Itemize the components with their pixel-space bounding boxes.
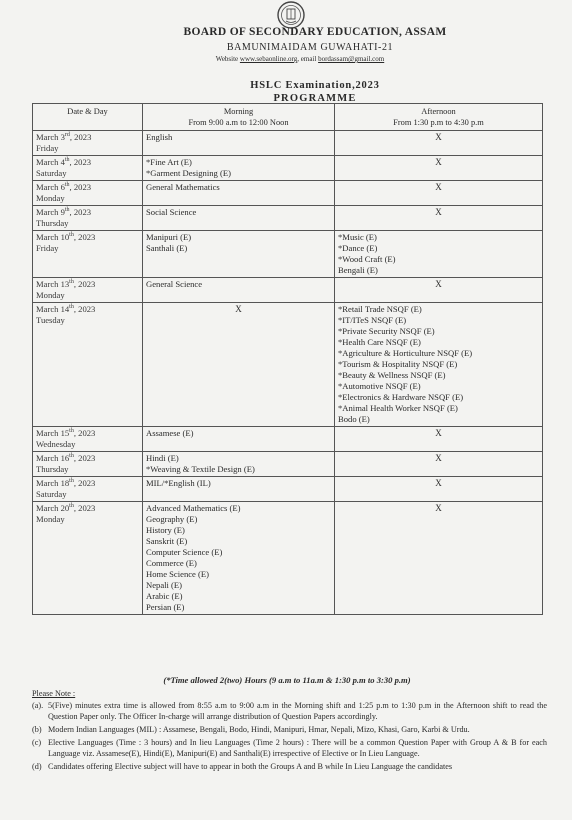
subject-item: Arabic (E) bbox=[146, 591, 183, 601]
note-text: Elective Languages (Time : 3 hours) and In lieu Languages (Time 2 hours) : There will be a common Question Paper with Group A & B for each Language viz. Assamese(E), Hindi(E), Manipuri(E) and Santhali(E) irrespective of Elective or In Lieu Language. bbox=[48, 738, 547, 758]
subject-item: *Weaving & Textile Design (E) bbox=[146, 464, 255, 474]
notes-list bbox=[32, 700, 547, 772]
table-header-row bbox=[33, 104, 543, 131]
no-exam-cross: X bbox=[435, 478, 442, 488]
note-text: Modern Indian Languages (MIL) : Assamese, Bengali, Bodo, Hindi, Manipuri, Hmar, Nepali, Mizo, Khasi, Garo, Karbi & Urdu. bbox=[48, 725, 470, 734]
date-cell bbox=[33, 156, 143, 181]
subject-item: MIL/*English (IL) bbox=[146, 478, 211, 488]
note-label: (b) bbox=[32, 725, 42, 734]
date-text: March 18th, 2023 bbox=[36, 478, 96, 488]
day-text: Monday bbox=[36, 514, 65, 524]
time-allowed-note: (*Time allowed 2(two) Hours (9 a.m to 11a.m & 1:30 p.m to 3:30 p.m) bbox=[163, 675, 411, 685]
subject-item: Assamese (E) bbox=[146, 428, 194, 438]
subject-item: *Garment Designing (E) bbox=[146, 168, 231, 178]
note-text: 5(Five) minutes extra time is allowed from 8:55 a.m to 9:00 a.m in the Morning shift and 1:25 p.m to 1:30 p.m in the Afternoon shift to read the Question Paper only. The Officer In-charge will arrange distribution of Question Papers accordingly. bbox=[48, 701, 547, 721]
date-cell bbox=[33, 206, 143, 231]
date-cell bbox=[33, 477, 143, 502]
afternoon-cell bbox=[335, 278, 543, 303]
date-text: March 9th, 2023 bbox=[36, 207, 92, 217]
no-exam-cross: X bbox=[435, 503, 442, 513]
morning-cell bbox=[143, 231, 335, 278]
morning-cell bbox=[143, 181, 335, 206]
subject-item: Persian (E) bbox=[146, 602, 185, 612]
afternoon-cell bbox=[335, 452, 543, 477]
subject-item: *Animal Health Worker NSQF (E) bbox=[338, 403, 458, 413]
subject-item: History (E) bbox=[146, 525, 185, 535]
day-text: Thursday bbox=[36, 218, 69, 228]
no-exam-cross: X bbox=[435, 157, 442, 167]
date-text: March 10th, 2023 bbox=[36, 232, 96, 242]
table-row bbox=[33, 131, 543, 156]
note-item bbox=[32, 737, 547, 759]
note-label: (a). bbox=[32, 701, 44, 710]
col-afternoon-header bbox=[335, 104, 543, 131]
table-row bbox=[33, 181, 543, 206]
subject-item: General Science bbox=[146, 279, 203, 289]
afternoon-cell bbox=[335, 231, 543, 278]
no-exam-cross: X bbox=[435, 453, 442, 463]
table-row bbox=[33, 452, 543, 477]
morning-cell bbox=[143, 303, 335, 427]
table-row bbox=[33, 427, 543, 452]
subject-item: Hindi (E) bbox=[146, 453, 179, 463]
subject-item: *Retail Trade NSQF (E) bbox=[338, 304, 422, 314]
date-text: March 13th, 2023 bbox=[36, 279, 96, 289]
subject-item: Manipuri (E) bbox=[146, 232, 192, 242]
date-text: March 14th, 2023 bbox=[36, 304, 96, 314]
subject-item: Commerce (E) bbox=[146, 558, 197, 568]
day-text: Thursday bbox=[36, 464, 69, 474]
note-item bbox=[32, 761, 547, 772]
notes-section bbox=[32, 688, 547, 774]
subject-item: Bengali (E) bbox=[338, 265, 378, 275]
subject-item: *Automotive NSQF (E) bbox=[338, 381, 421, 391]
day-text: Tuesday bbox=[36, 315, 65, 325]
subject-item: *Health Care NSQF (E) bbox=[338, 337, 421, 347]
table-row bbox=[33, 477, 543, 502]
programme-title: PROGRAMME bbox=[273, 93, 357, 104]
date-cell bbox=[33, 303, 143, 427]
day-text: Monday bbox=[36, 290, 65, 300]
subject-item: *Wood Craft (E) bbox=[338, 254, 396, 264]
no-exam-cross: X bbox=[435, 279, 442, 289]
subject-item: Sanskrit (E) bbox=[146, 536, 188, 546]
no-exam-cross: X bbox=[435, 207, 442, 217]
date-cell bbox=[33, 502, 143, 615]
table-row bbox=[33, 206, 543, 231]
note-item bbox=[32, 700, 547, 722]
day-text: Wednesday bbox=[36, 439, 76, 449]
afternoon-cell bbox=[335, 156, 543, 181]
morning-title: Morning bbox=[223, 107, 254, 116]
morning-time: From 9:00 a.m to 12:00 Noon bbox=[188, 118, 289, 127]
note-label: (c) bbox=[32, 738, 42, 747]
date-text: March 3rd, 2023 bbox=[36, 132, 92, 142]
date-cell bbox=[33, 181, 143, 206]
subject-item: *Private Security NSQF (E) bbox=[338, 326, 435, 336]
date-cell bbox=[33, 231, 143, 278]
morning-cell bbox=[143, 131, 335, 156]
date-text: March 4th, 2023 bbox=[36, 157, 92, 167]
board-address: BAMUNIMAIDAM GUWAHATI-21 bbox=[226, 42, 394, 53]
subject-item: *IT/ITeS NSQF (E) bbox=[338, 315, 407, 325]
subject-item: Nepali (E) bbox=[146, 580, 183, 590]
col-date-header: Date & Day bbox=[33, 104, 143, 131]
morning-cell bbox=[143, 156, 335, 181]
subject-item: *Electronics & Hardware NSQF (E) bbox=[338, 392, 464, 402]
date-cell bbox=[33, 131, 143, 156]
subject-item: General Mathematics bbox=[146, 182, 220, 192]
email-link[interactable]: bordassam@gmail.com bbox=[318, 55, 385, 63]
no-exam-cross: X bbox=[435, 428, 442, 438]
subject-item: Geography (E) bbox=[146, 514, 198, 524]
date-text: March 20th, 2023 bbox=[36, 503, 96, 513]
date-cell bbox=[33, 427, 143, 452]
table-row bbox=[33, 502, 543, 615]
morning-cell bbox=[143, 502, 335, 615]
morning-cell bbox=[143, 477, 335, 502]
afternoon-title: Afternoon bbox=[421, 107, 456, 116]
date-cell bbox=[33, 452, 143, 477]
date-text: March 6th, 2023 bbox=[36, 182, 92, 192]
subject-item: *Dance (E) bbox=[338, 243, 378, 253]
subject-item: *Agriculture & Horticulture NSQF (E) bbox=[338, 348, 473, 358]
subject-item: Bodo (E) bbox=[338, 414, 370, 424]
note-label: (d) bbox=[32, 762, 42, 771]
morning-cell bbox=[143, 278, 335, 303]
no-exam-cross: X bbox=[235, 304, 242, 314]
subject-item: Computer Science (E) bbox=[146, 547, 223, 557]
subject-item: *Tourism & Hospitality NSQF (E) bbox=[338, 359, 458, 369]
email-prefix: , email bbox=[297, 55, 317, 63]
afternoon-cell bbox=[335, 477, 543, 502]
afternoon-cell bbox=[335, 206, 543, 231]
note-item bbox=[32, 724, 547, 735]
no-exam-cross: X bbox=[435, 132, 442, 142]
table-row bbox=[33, 303, 543, 427]
board-name: BOARD OF SECONDARY EDUCATION, ASSAM bbox=[183, 26, 447, 38]
afternoon-cell bbox=[335, 502, 543, 615]
no-exam-cross: X bbox=[435, 182, 442, 192]
exam-schedule-table bbox=[32, 103, 543, 615]
table-row bbox=[33, 156, 543, 181]
col-morning-header bbox=[143, 104, 335, 131]
subject-item: Home Science (E) bbox=[146, 569, 209, 579]
subject-item: English bbox=[146, 132, 173, 142]
day-text: Monday bbox=[36, 193, 65, 203]
day-text: Saturday bbox=[36, 168, 67, 178]
afternoon-cell bbox=[335, 181, 543, 206]
morning-cell bbox=[143, 452, 335, 477]
subject-item: *Beauty & Wellness NSQF (E) bbox=[338, 370, 446, 380]
please-note-heading: Please Note : bbox=[32, 689, 76, 698]
afternoon-cell bbox=[335, 131, 543, 156]
day-text: Friday bbox=[36, 143, 59, 153]
afternoon-cell bbox=[335, 303, 543, 427]
day-text: Friday bbox=[36, 243, 59, 253]
date-text: March 15th, 2023 bbox=[36, 428, 96, 438]
morning-cell bbox=[143, 206, 335, 231]
subject-item: Social Science bbox=[146, 207, 197, 217]
website-prefix: Website bbox=[215, 55, 239, 63]
subject-item: Santhali (E) bbox=[146, 243, 188, 253]
date-text: March 16th, 2023 bbox=[36, 453, 96, 463]
date-cell bbox=[33, 278, 143, 303]
contact-line bbox=[115, 55, 485, 63]
morning-cell bbox=[143, 427, 335, 452]
subject-item: *Fine Art (E) bbox=[146, 157, 192, 167]
subject-item: *Music (E) bbox=[338, 232, 377, 242]
subject-item: Advanced Mathematics (E) bbox=[146, 503, 241, 513]
afternoon-cell bbox=[335, 427, 543, 452]
schedule-body bbox=[33, 131, 543, 615]
note-text: Candidates offering Elective subject will have to appear in both the Groups A and B while In Lieu Language the candidates bbox=[48, 762, 453, 771]
day-text: Saturday bbox=[36, 489, 67, 499]
afternoon-time: From 1:30 p.m to 4:30 p.m bbox=[393, 118, 484, 127]
exam-title: HSLC Examination,2023 bbox=[250, 80, 380, 91]
website-link[interactable]: www.sebaonline.org bbox=[239, 55, 298, 63]
table-row bbox=[33, 278, 543, 303]
table-row bbox=[33, 231, 543, 278]
